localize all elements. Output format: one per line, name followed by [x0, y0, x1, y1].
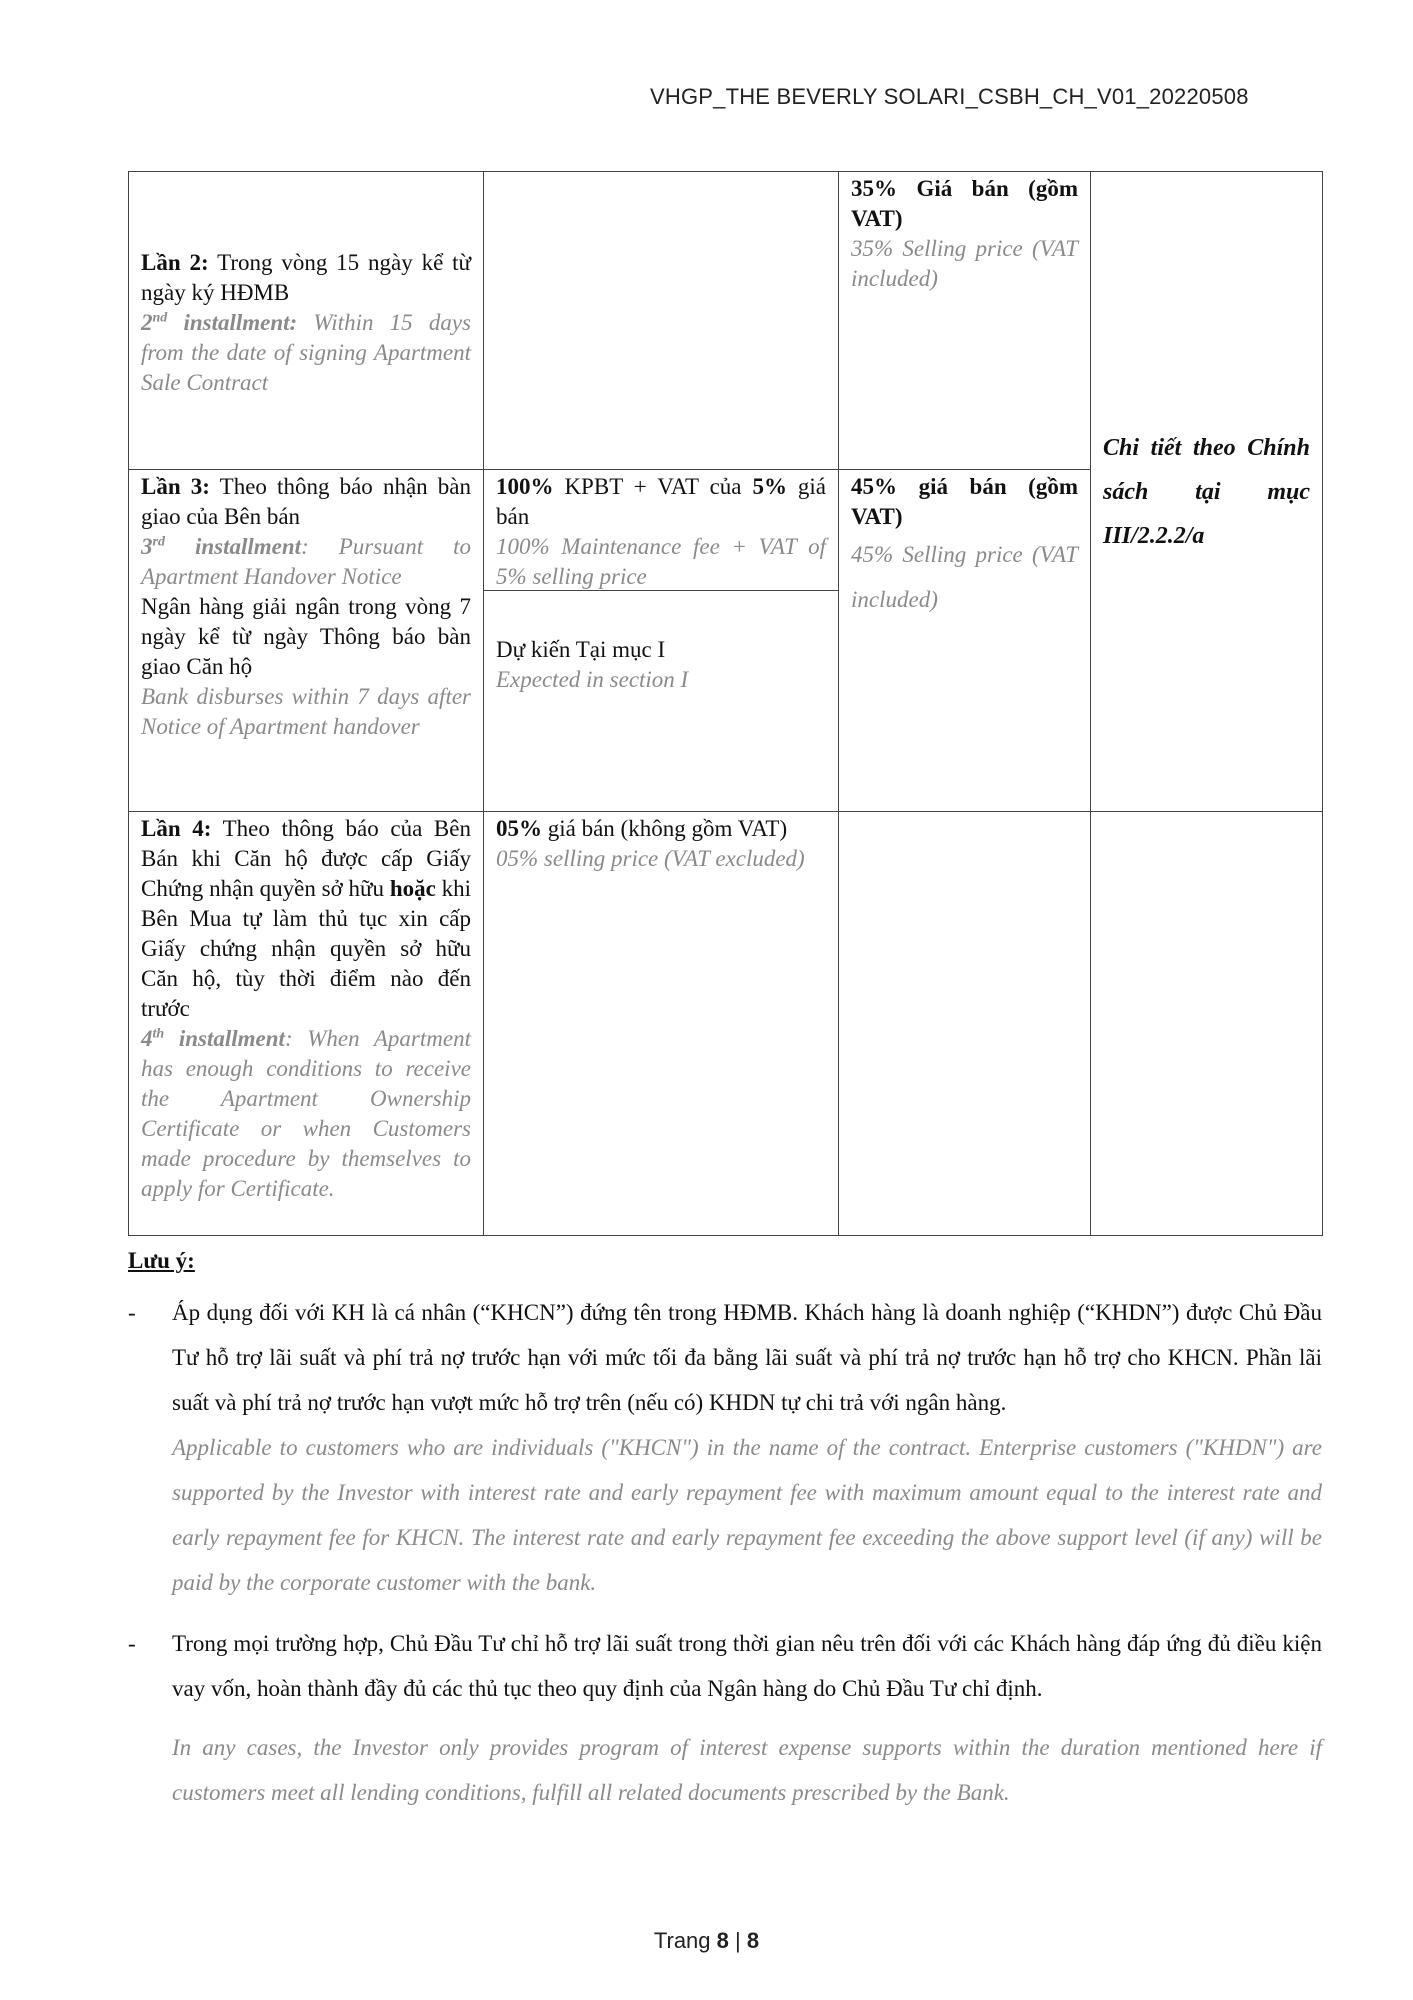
installment-2-price-en: 35% Selling price (VAT included)	[851, 236, 1078, 291]
note-en: Applicable to customers who are individuals ("KHCN") in the name of the contract. Enterprise customers ("KHDN") are supported by the Investor with interest rate and early repayment fee with maximum amount equal to the interest rate and early repayment fee for KHCN. The interest rate and early repayment fee exceeding the above support level (if any) will be paid by the corporate customer with the bank.	[172, 1435, 1322, 1595]
page-label: Trang	[653, 1928, 717, 1953]
installment-3-price-vn: 45% giá bán (gồm VAT)	[851, 474, 1078, 529]
notes-title: Lưu ý:	[128, 1248, 195, 1273]
maintenance-fee-vn: 100% KPBT + VAT của 5% giá bán	[496, 474, 826, 529]
expected-section-vn: Dự kiến Tại mục I	[496, 637, 666, 662]
installment-2-vn: Lần 2: Trong vòng 15 ngày kể từ ngày ký HĐMB	[141, 250, 471, 305]
installment-4-fee-cell	[484, 812, 839, 1236]
page-separator: |	[728, 1928, 747, 1953]
notes-section	[128, 1248, 1322, 1831]
policy-reference-cell	[1091, 172, 1323, 812]
page-footer	[0, 1928, 1413, 1954]
installment-4-price-en: 05% selling price (VAT excluded)	[496, 846, 805, 871]
note-en: In any cases, the Investor only provides program of interest expense supports within the duration mentioned here if customers meet all lending conditions, fulfill all related documents prescribed by the Bank.	[172, 1735, 1322, 1805]
note-vn: Trong mọi trường hợp, Chủ Đầu Tư chỉ hỗ trợ lãi suất trong thời gian nêu trên đối với các Khách hàng đáp ứng đủ điều kiện vay vốn, hoàn thành đầy đủ các thủ tục theo quy định của Ngân hàng do Chủ Đầu Tư chỉ định.	[172, 1631, 1322, 1701]
installment-4-vn: Lần 4: Theo thông báo của Bên Bán khi Căn hộ được cấp Giấy Chứng nhận quyền sở hữu hoặc khi Bên Mua tự làm thủ tục xin cấp Giấy chứng nhận quyền sở hữu Căn hộ, tùy thời điểm nào đến trước	[141, 816, 472, 1021]
installment-4-price-vn: 05% giá bán (không gồm VAT)	[496, 816, 788, 841]
payment-schedule-table	[128, 171, 1323, 1236]
installment-4-policy-cell	[1091, 812, 1323, 1236]
installment-4-empty-cell	[839, 812, 1091, 1236]
installment-4-en: 4th installment: When Apartment has enough conditions to receive the Apartment Ownership Certificate or when Customers made procedure by themselves to apply for Certificate.	[141, 1026, 471, 1201]
table-row-installment-2	[129, 172, 1323, 470]
installment-3-disbursement-vn: Ngân hàng giải ngân trong vòng 7 ngày kể từ ngày Thông báo bàn giao Căn hộ	[141, 594, 471, 679]
maintenance-fee-en: 100% Maintenance fee + VAT of 5% selling price	[496, 534, 826, 589]
installment-3-fee-cell	[484, 470, 839, 812]
installment-2-en: 2nd installment: Within 15 days from the date of signing Apartment Sale Contract	[141, 310, 471, 395]
installment-2-price-vn: 35% Giá bán (gồm VAT)	[851, 176, 1078, 231]
installment-2-fee-cell	[484, 172, 839, 470]
document-code: VHGP_THE BEVERLY SOLARI_CSBH_CH_V01_20220508	[650, 84, 1249, 109]
note-dash: -	[128, 1300, 136, 1325]
policy-reference: Chi tiết theo Chính sách tại mục III/2.2.2/a	[1103, 434, 1310, 549]
note-vn: Áp dụng đối với KH là cá nhân (“KHCN”) đứng tên trong HĐMB. Khách hàng là doanh nghiệp (“KHDN”) được Chủ Đầu Tư hỗ trợ lãi suất và phí trả nợ trước hạn với mức tối đa bằng lãi suất và phí trả nợ trước hạn hỗ trợ cho KHCN. Phần lãi suất và phí trả nợ trước hạn vượt mức hỗ trợ trên (nếu có) KHDN tự chi trả với ngân hàng.	[172, 1300, 1322, 1415]
note-dash: -	[128, 1631, 136, 1656]
installment-3-disbursement-en: Bank disburses within 7 days after Notice of Apartment handover	[141, 684, 471, 739]
installment-3-cell	[129, 470, 484, 812]
installment-3-price-cell	[839, 470, 1091, 812]
note-item	[128, 1290, 1322, 1605]
page-current: 8	[716, 1928, 729, 1953]
page-total: 8	[746, 1928, 760, 1953]
installment-3-vn: Lần 3: Theo thông báo nhận bàn giao của Bên bán	[141, 474, 471, 529]
installment-2-price-cell	[839, 172, 1091, 470]
note-item	[128, 1621, 1322, 1815]
installment-4-cell	[129, 812, 484, 1236]
table-row-installment-4	[129, 812, 1323, 1236]
installment-2-cell	[129, 172, 484, 470]
installment-3-en: 3rd installment: Pursuant to Apartment Handover Notice	[141, 534, 471, 589]
installment-3-price-en: 45% Selling price (VAT included)	[851, 542, 1078, 612]
expected-section-en: Expected in section I	[496, 667, 689, 692]
